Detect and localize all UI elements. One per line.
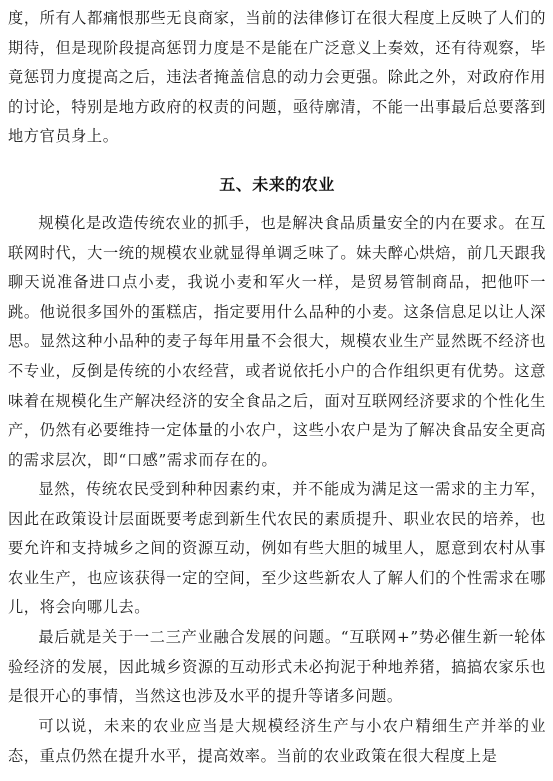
paragraph-new-farmers: 显然，传统农民受到种种因素约束，并不能成为满足这一需求的主力军，因此在政策设计层面既要考虑到新生代农民的素质提升、职业农民的培养，也要允许和支持城乡之间的资源互动，例如有些大胆的城里人，愿意到农村从事农业生产，也应该获得一定的空间，至少这些新农人了解人们的个性需求在哪儿，将会向哪儿去。 (8, 480, 546, 617)
paragraph-scale-agriculture: 规模化是改造传统农业的抓手，也是解决食品质量安全的内在要求。在互联网时代，大一统的规模农业就显得单调乏味了。妹夫醉心烘焙，前几天跟我聊天说准备进口点小麦，我说小麦和军火一样，是贸易管制商品，把他吓一跳。他说很多国外的蛋糕店，指定要用什么品种的小麦。这条信息足以让人深思。显然这种小品种的麦子每年用量不会很大，规模农业生产显然既不经济也不专业，反倒是传统的小农经营，或者说依托小户的合作组织更有优势。这意味着在规模化生产解决经济的安全食品之后，面对互联网经济要求的个性化生产，仍然有必要维持一定体量的小农户，这些小农户是为了解决食品安全更高的需求层次，即“口感”需求而存在的。 (8, 214, 546, 469)
section-heading: 五、未来的农业 (219, 175, 335, 194)
paragraph-continuation: 度，所有人都痛恨那些无良商家，当前的法律修订在很大程度上反映了人们的期待，但是现阶段提高惩罚力度是不是能在广泛意义上奏效，还有待观察，毕竟惩罚力度提高之后，违法者掩盖信息的动力会更强。除此之外，对政府作用的讨论，特别是地方政府的权责的问题，亟待廓清，不能一出事最后总要落到地方官员身上。 (8, 9, 546, 146)
paragraph-conclusion: 可以说，未来的农业应当是大规模经济生产与小农户精细生产并举的业态，重点仍然在提升水平，提高效率。当前的农业政策在很大程度上是 (8, 717, 546, 765)
paragraph-industry-integration: 最后就是关于一二三产业融合发展的问题。“互联网+”势必催生新一轮体验经济的发展，因此城乡资源的互动形式未必拘泥于种地养猪，搞搞农家乐也是很开心的事情，当然这也涉及水平的提升等诸多问题。 (8, 628, 546, 706)
